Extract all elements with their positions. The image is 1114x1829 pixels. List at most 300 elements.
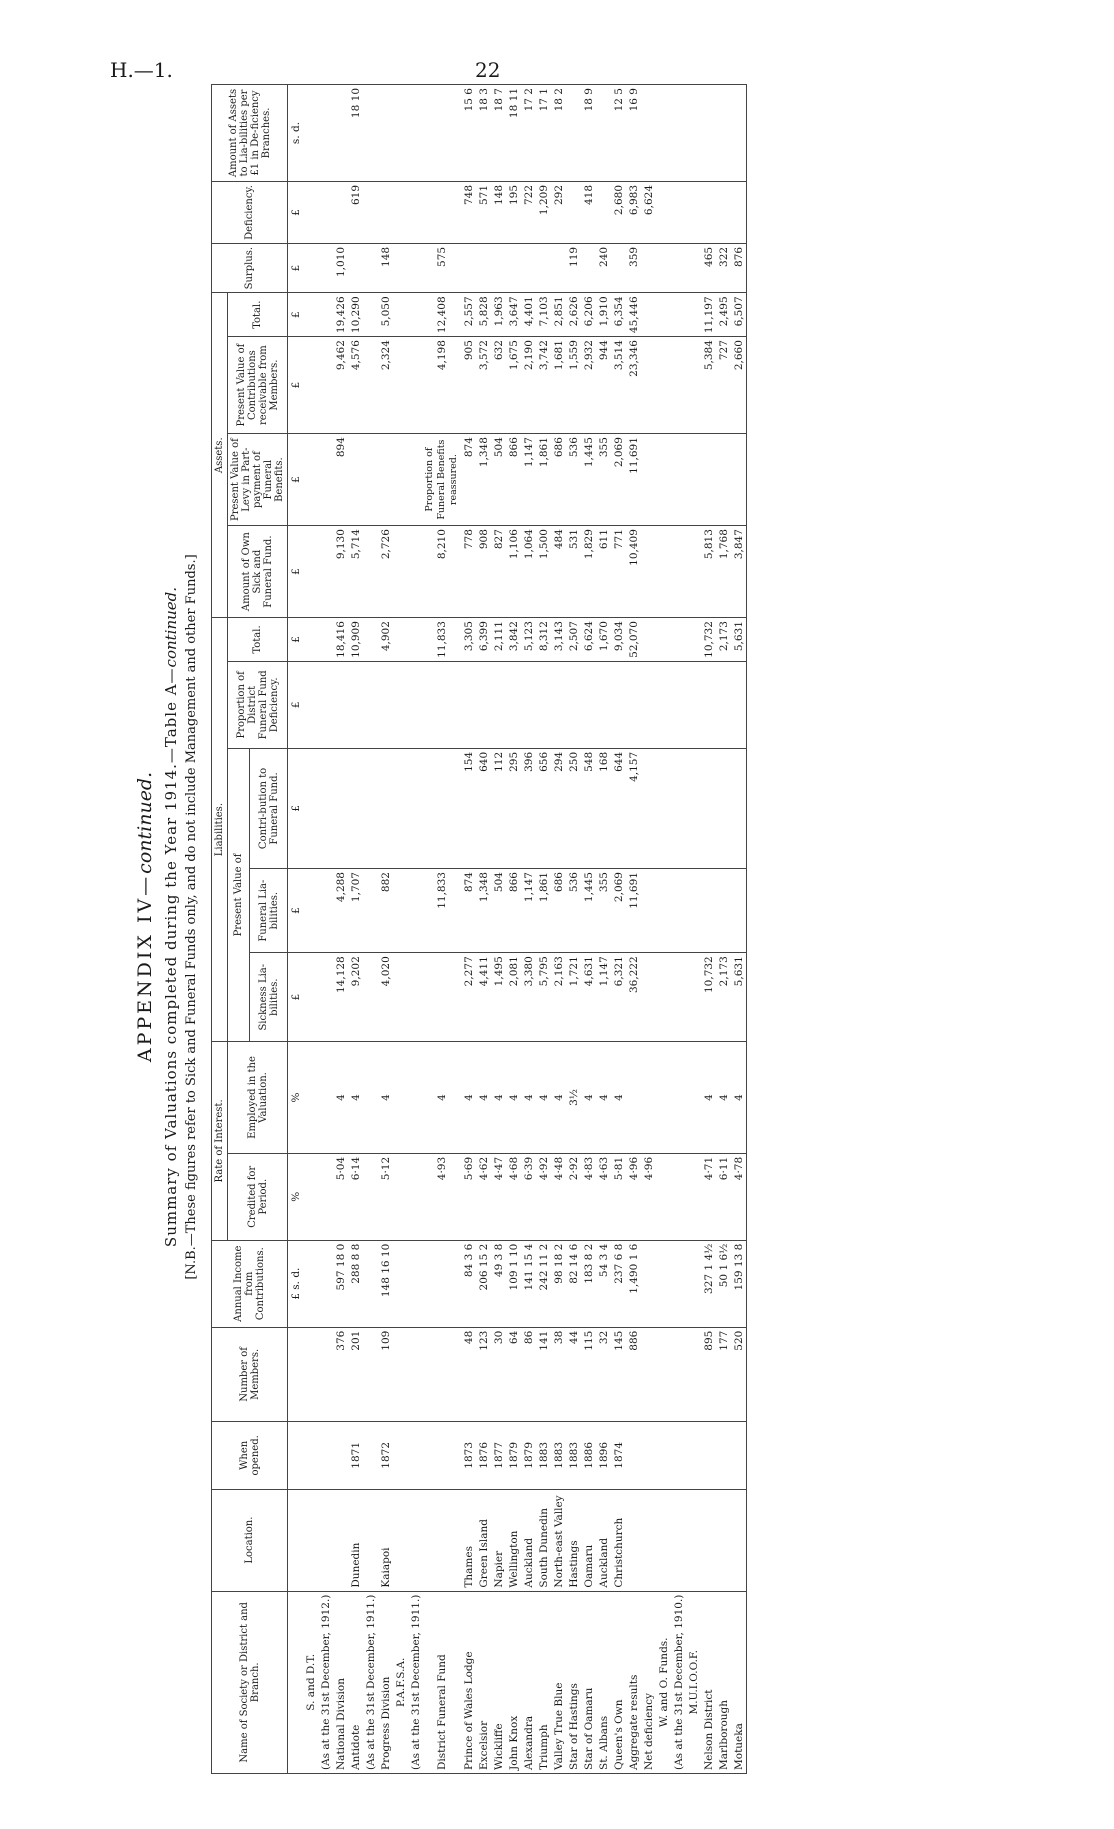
empty-cell (303, 1327, 318, 1421)
table-row (506, 85, 521, 1774)
cell-assets-total: 1,910 (596, 293, 611, 337)
section-label: M.U.I.O.O.F. (686, 1591, 701, 1773)
col-deficiency: Deficiency. (212, 182, 288, 244)
empty-cell (363, 1153, 378, 1240)
empty-cell (363, 1422, 378, 1490)
cell-name: National Division (333, 1591, 348, 1773)
cell-employed: 4 (506, 1042, 521, 1154)
cell-contrib-fund: 168 (596, 748, 611, 868)
cell-liab-total: 18,416 (333, 618, 348, 662)
cell-location: Kaiapoi (378, 1489, 393, 1591)
col-pv-contributions: Present Value of Contributions receivable from Members. (228, 337, 288, 434)
empty-cell (318, 1489, 333, 1591)
cell-sick-liab: 10,732 (701, 953, 716, 1042)
cell-location: Christchurch (611, 1489, 626, 1591)
cell-assets-total: 1,963 (491, 293, 506, 337)
col-funeral-liab: Funeral Lia-bilities. (250, 869, 288, 953)
cell-employed: 4 (461, 1042, 476, 1154)
empty-cell (671, 85, 686, 182)
empty-cell (303, 953, 318, 1042)
section-row (393, 85, 408, 1774)
cell-members (423, 1327, 461, 1421)
cell-opened (716, 1422, 731, 1490)
cell-pv-contrib: 4,198 (423, 337, 461, 434)
cell-credited: 6·11 (716, 1153, 731, 1240)
section-row (303, 85, 318, 1774)
cell-location (626, 1489, 641, 1591)
cell-per-pound (566, 85, 581, 182)
table-row (566, 85, 581, 1774)
cell-levy: Proportion of Funeral Benefits reassured. (423, 434, 461, 526)
empty-cell (671, 748, 686, 868)
cell-location (641, 1489, 656, 1591)
empty-cell (656, 293, 671, 337)
empty-cell (408, 1327, 423, 1421)
cell-own-fund: 1,500 (536, 526, 551, 618)
empty-cell (656, 337, 671, 434)
cell-opened: 1883 (536, 1422, 551, 1490)
cell-income: 84 3 6 (461, 1240, 476, 1327)
cell-deficiency: 6,624 (641, 182, 656, 244)
cell-location (716, 1489, 731, 1591)
section-row (408, 85, 423, 1774)
empty-cell (363, 618, 378, 662)
cell-location (731, 1489, 747, 1591)
empty-cell (671, 337, 686, 434)
cell-income: 597 18 0 (333, 1240, 348, 1327)
empty-cell (408, 293, 423, 337)
cell-fun-liab: 1,861 (536, 869, 551, 953)
empty-cell (408, 953, 423, 1042)
empty-cell (393, 618, 408, 662)
empty-cell (656, 1422, 671, 1490)
empty-cell (393, 1327, 408, 1421)
cell-levy: 11,691 (626, 434, 641, 526)
empty-cell (656, 1153, 671, 1240)
cell-name: District Funeral Fund (423, 1591, 461, 1773)
cell-contrib-fund (348, 748, 363, 868)
cell-liab-total: 2,173 (716, 618, 731, 662)
empty-cell (686, 293, 701, 337)
empty-cell (656, 243, 671, 292)
cell-sick-liab: 1,721 (566, 953, 581, 1042)
cell-assets-total: 5,050 (378, 293, 393, 337)
empty-cell (656, 1042, 671, 1154)
cell-levy (716, 434, 731, 526)
cell-name: Star of Oamaru (581, 1591, 596, 1773)
cell-employed: 4 (476, 1042, 491, 1154)
cell-per-pound: 18 3 (476, 85, 491, 182)
cell-opened: 1877 (491, 1422, 506, 1490)
cell-proportion (348, 661, 363, 748)
cell-per-pound: 17 2 (521, 85, 536, 182)
cell-location: Hastings (566, 1489, 581, 1591)
cell-contrib-fund (378, 748, 393, 868)
cell-own-fund: 827 (491, 526, 506, 618)
cell-credited: 4·93 (423, 1153, 461, 1240)
cell-contrib-fund (731, 748, 747, 868)
empty-cell (318, 182, 333, 244)
empty-cell (318, 1327, 333, 1421)
cell-pv-contrib: 5,384 (701, 337, 716, 434)
cell-proportion (491, 661, 506, 748)
section-label: (As at the 31st December, 1911.) (408, 1591, 423, 1773)
cell-credited: 5·12 (378, 1153, 393, 1240)
empty-cell (656, 526, 671, 618)
empty-cell (671, 1153, 686, 1240)
empty-cell (686, 1042, 701, 1154)
cell-per-pound: 18 11 (506, 85, 521, 182)
cell-pv-contrib: 3,742 (536, 337, 551, 434)
empty-cell (656, 434, 671, 526)
rotated-page-content (104, 60, 884, 1774)
cell-surplus (461, 243, 476, 292)
cell-name: Triumph (536, 1591, 551, 1773)
cell-own-fund: 9,130 (333, 526, 348, 618)
cell-sick-liab: 4,631 (581, 953, 596, 1042)
empty-cell (393, 434, 408, 526)
cell-proportion (701, 661, 716, 748)
cell-proportion (521, 661, 536, 748)
cell-members: 44 (566, 1327, 581, 1421)
cell-name: Queen's Own (611, 1591, 626, 1773)
cell-liab-total: 10,909 (348, 618, 363, 662)
cell-pv-contrib: 3,514 (611, 337, 626, 434)
cell-per-pound (423, 85, 461, 182)
empty-cell (686, 1240, 701, 1327)
cell-per-pound: 18 7 (491, 85, 506, 182)
empty-cell (408, 337, 423, 434)
empty-cell (318, 434, 333, 526)
empty-cell (671, 243, 686, 292)
cell-credited: 6·39 (521, 1153, 536, 1240)
cell-location: Green Island (476, 1489, 491, 1591)
cell-pv-contrib: 632 (491, 337, 506, 434)
cell-income: 50 1 6½ (716, 1240, 731, 1327)
cell-members: 123 (476, 1327, 491, 1421)
cell-assets-total: 2,851 (551, 293, 566, 337)
cell-contrib-fund (333, 748, 348, 868)
cell-proportion (611, 661, 626, 748)
cell-pv-contrib: 4,576 (348, 337, 363, 434)
cell-sick-liab (641, 953, 656, 1042)
cell-name: St. Albans (596, 1591, 611, 1773)
cell-proportion (461, 661, 476, 748)
empty-cell (408, 1153, 423, 1240)
cell-income: 237 6 8 (611, 1240, 626, 1327)
cell-income: 141 15 4 (521, 1240, 536, 1327)
cell-name: Wickliffe (491, 1591, 506, 1773)
section-row (363, 85, 378, 1774)
empty-cell (318, 618, 333, 662)
appendix-title: APPENDIX IV—continued. (134, 771, 156, 1063)
cell-own-fund: 1,064 (521, 526, 536, 618)
cell-name: Motueka (731, 1591, 747, 1773)
cell-income: 288 8 8 (348, 1240, 363, 1327)
cell-liab-total: 11,833 (423, 618, 461, 662)
empty-cell (408, 1240, 423, 1327)
cell-income: 82 14 6 (566, 1240, 581, 1327)
table-row (701, 85, 716, 1774)
table-row (611, 85, 626, 1774)
cell-sick-liab: 1,147 (596, 953, 611, 1042)
empty-cell (686, 434, 701, 526)
cell-employed: 4 (596, 1042, 611, 1154)
cell-location (423, 1489, 461, 1591)
cell-proportion (581, 661, 596, 748)
col-rate-interest: Rate of Interest. (212, 1042, 228, 1241)
cell-pv-contrib: 905 (461, 337, 476, 434)
cell-opened: 1883 (551, 1422, 566, 1490)
col-income: Annual Income from Contributions. (212, 1240, 288, 1327)
empty-cell (393, 869, 408, 953)
cell-income: 148 16 10 (378, 1240, 393, 1327)
cell-credited: 4·78 (731, 1153, 747, 1240)
cell-fun-liab (716, 869, 731, 953)
col-liabilities: Liabilities. (212, 618, 228, 1042)
empty-cell (656, 748, 671, 868)
empty-cell (363, 182, 378, 244)
cell-surplus: 876 (731, 243, 747, 292)
empty-cell (671, 182, 686, 244)
cell-contrib-fund (716, 748, 731, 868)
cell-employed (641, 1042, 656, 1154)
cell-pv-contrib: 2,932 (581, 337, 596, 434)
cell-sick-liab: 6,321 (611, 953, 626, 1042)
section-label: (As at the 31st December, 1911.) (363, 1591, 378, 1773)
empty-cell (318, 85, 333, 182)
cell-deficiency: 148 (491, 182, 506, 244)
cell-credited: 5·69 (461, 1153, 476, 1240)
empty-cell (363, 1327, 378, 1421)
cell-assets-total: 5,828 (476, 293, 491, 337)
table-row (596, 85, 611, 1774)
empty-cell (363, 434, 378, 526)
cell-own-fund (641, 526, 656, 618)
cell-per-pound: 18 10 (348, 85, 363, 182)
col-liab-total: Total. (228, 618, 288, 662)
empty-cell (671, 434, 686, 526)
empty-cell (686, 182, 701, 244)
cell-assets-total: 2,495 (716, 293, 731, 337)
section-label: S. and D.T. (303, 1591, 318, 1773)
cell-sick-liab: 3,380 (521, 953, 536, 1042)
cell-fun-liab (641, 869, 656, 953)
cell-proportion (596, 661, 611, 748)
cell-assets-total: 6,507 (731, 293, 747, 337)
cell-pv-contrib (641, 337, 656, 434)
empty-cell (408, 526, 423, 618)
empty-cell (363, 953, 378, 1042)
cell-pv-contrib: 23,346 (626, 337, 641, 434)
cell-contrib-fund: 112 (491, 748, 506, 868)
table-row (491, 85, 506, 1774)
cell-levy (731, 434, 747, 526)
cell-per-pound: 16 9 (626, 85, 641, 182)
cell-members: 64 (506, 1327, 521, 1421)
empty-cell (318, 1042, 333, 1154)
cell-members: 38 (551, 1327, 566, 1421)
cell-liab-total: 5,631 (731, 618, 747, 662)
cell-proportion (566, 661, 581, 748)
section-row (318, 85, 333, 1774)
cell-per-pound: 12 5 (611, 85, 626, 182)
cell-location: Dunedin (348, 1489, 363, 1591)
cell-assets-total: 10,290 (348, 293, 363, 337)
cell-fun-liab: 536 (566, 869, 581, 953)
cell-fun-liab: 874 (461, 869, 476, 953)
empty-cell (656, 85, 671, 182)
cell-levy: 2,069 (611, 434, 626, 526)
cell-credited: 4·83 (581, 1153, 596, 1240)
cell-sick-liab: 9,202 (348, 953, 363, 1042)
cell-sick-liab: 2,163 (551, 953, 566, 1042)
col-assets-total: Total. (228, 293, 288, 337)
cell-per-pound (596, 85, 611, 182)
empty-cell (671, 618, 686, 662)
cell-contrib-fund: 396 (521, 748, 536, 868)
cell-contrib-fund: 640 (476, 748, 491, 868)
cell-employed: 4 (536, 1042, 551, 1154)
cell-levy (348, 434, 363, 526)
empty-cell (363, 1489, 378, 1591)
empty-cell (686, 337, 701, 434)
cell-per-pound: 18 9 (581, 85, 596, 182)
cell-deficiency: 6,983 (626, 182, 641, 244)
cell-assets-total: 45,446 (626, 293, 641, 337)
empty-cell (318, 293, 333, 337)
cell-location: Auckland (596, 1489, 611, 1591)
table-row (581, 85, 596, 1774)
empty-cell (393, 661, 408, 748)
cell-fun-liab (701, 869, 716, 953)
cell-fun-liab: 2,069 (611, 869, 626, 953)
empty-cell (408, 182, 423, 244)
cell-sick-liab: 2,173 (716, 953, 731, 1042)
empty-cell (363, 1240, 378, 1327)
cell-credited: 4·96 (626, 1153, 641, 1240)
cell-income: 1,490 1 6 (626, 1240, 641, 1327)
cell-credited: 4·47 (491, 1153, 506, 1240)
cell-income: 183 8 2 (581, 1240, 596, 1327)
cell-own-fund: 5,714 (348, 526, 363, 618)
cell-location: Oamaru (581, 1489, 596, 1591)
empty-cell (686, 748, 701, 868)
cell-credited: 4·71 (701, 1153, 716, 1240)
cell-levy (378, 434, 393, 526)
cell-levy: 686 (551, 434, 566, 526)
empty-cell (686, 1422, 701, 1490)
cell-contrib-fund: 154 (461, 748, 476, 868)
cell-opened (333, 1422, 348, 1490)
table-body (288, 85, 747, 1774)
empty-cell (393, 85, 408, 182)
cell-fun-liab: 504 (491, 869, 506, 953)
cell-surplus (521, 243, 536, 292)
section-row (671, 85, 686, 1774)
cell-members: 141 (536, 1327, 551, 1421)
cell-deficiency (423, 182, 461, 244)
cell-surplus (641, 243, 656, 292)
cell-per-pound (716, 85, 731, 182)
cell-per-pound (333, 85, 348, 182)
cell-contrib-fund: 656 (536, 748, 551, 868)
cell-pv-contrib: 3,572 (476, 337, 491, 434)
cell-per-pound: 18 2 (551, 85, 566, 182)
cell-sick-liab: 14,128 (333, 953, 348, 1042)
cell-opened: 1871 (348, 1422, 363, 1490)
empty-cell (363, 748, 378, 868)
empty-cell (656, 1240, 671, 1327)
empty-cell (318, 869, 333, 953)
cell-fun-liab: 4,288 (333, 869, 348, 953)
cell-surplus: 322 (716, 243, 731, 292)
cell-name: Prince of Wales Lodge (461, 1591, 476, 1773)
cell-surplus: 465 (701, 243, 716, 292)
cell-proportion (506, 661, 521, 748)
empty-cell (318, 243, 333, 292)
cell-name: Antidote (348, 1591, 363, 1773)
cell-sick-liab: 1,495 (491, 953, 506, 1042)
cell-credited: 4·63 (596, 1153, 611, 1240)
cell-contrib-fund: 250 (566, 748, 581, 868)
section-label: (As at the 31st December, 1912.) (318, 1591, 333, 1773)
cell-opened: 1879 (521, 1422, 536, 1490)
table-row (378, 85, 393, 1774)
cell-opened (731, 1422, 747, 1490)
cell-location: Thames (461, 1489, 476, 1591)
cell-liab-total: 10,732 (701, 618, 716, 662)
col-sickness-liab: Sickness Lia-bilities. (250, 953, 288, 1042)
cell-deficiency (378, 182, 393, 244)
cell-members: 115 (581, 1327, 596, 1421)
empty-cell (408, 1422, 423, 1490)
empty-cell (393, 1489, 408, 1591)
cell-per-pound (731, 85, 747, 182)
empty-cell (686, 1489, 701, 1591)
empty-cell (393, 1240, 408, 1327)
cell-income: 49 3 8 (491, 1240, 506, 1327)
cell-location (701, 1489, 716, 1591)
empty-cell (393, 337, 408, 434)
cell-surplus (581, 243, 596, 292)
cell-opened: 1896 (596, 1422, 611, 1490)
cell-liab-total: 6,399 (476, 618, 491, 662)
empty-cell (318, 661, 333, 748)
empty-cell (656, 1489, 671, 1591)
cell-levy: 1,348 (476, 434, 491, 526)
cell-pv-contrib: 1,559 (566, 337, 581, 434)
cell-income: 54 3 4 (596, 1240, 611, 1327)
cell-assets-total: 2,557 (461, 293, 476, 337)
cell-credited: 6·14 (348, 1153, 363, 1240)
cell-credited: 4·62 (476, 1153, 491, 1240)
cell-members: 201 (348, 1327, 363, 1421)
empty-cell (408, 1489, 423, 1591)
empty-cell (671, 1327, 686, 1421)
empty-cell (363, 243, 378, 292)
cell-assets-total: 6,206 (581, 293, 596, 337)
section-label: P.A.F.S.A. (393, 1591, 408, 1773)
col-proportion-deficiency: Proportion of District Funeral Fund Deficiency. (228, 661, 288, 748)
empty-cell (363, 869, 378, 953)
cell-own-fund: 2,726 (378, 526, 393, 618)
empty-cell (656, 661, 671, 748)
cell-proportion (423, 661, 461, 748)
cell-liab-total: 2,507 (566, 618, 581, 662)
cell-members: 145 (611, 1327, 626, 1421)
empty-cell (363, 661, 378, 748)
